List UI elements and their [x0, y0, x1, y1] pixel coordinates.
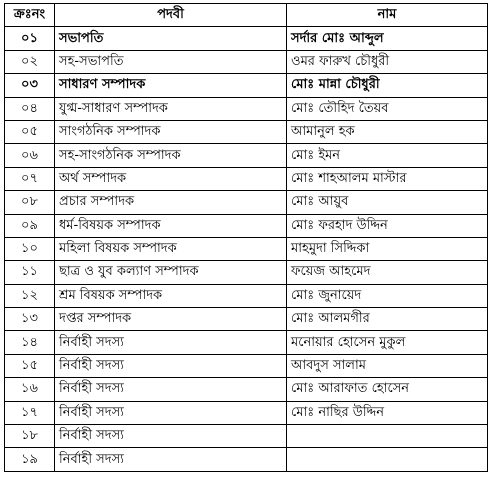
position-cell: নির্বাহী সদস্য: [55, 331, 287, 354]
table-body: [5, 27, 488, 471]
position-cell: অর্থ সম্পাদক: [55, 167, 287, 190]
position-cell: নির্বাহী সদস্য: [55, 425, 287, 448]
name-cell: ওমর ফারুখ চৌধুরী: [287, 50, 488, 73]
table-row: [5, 191, 488, 214]
name-cell: মোঃ জুনায়েদ: [287, 284, 488, 307]
position-cell: নির্বাহী সদস্য: [55, 401, 287, 424]
serial-cell: ১১: [5, 261, 55, 284]
position-cell: নির্বাহী সদস্য: [55, 378, 287, 401]
position-cell: ছাত্র ও যুব কল্যাণ সম্পাদক: [55, 261, 287, 284]
serial-cell: ১২: [5, 284, 55, 307]
position-cell: সহ-সভাপতি: [55, 50, 287, 73]
position-cell: নির্বাহী সদস্য: [55, 354, 287, 377]
name-cell: আবদুস সালাম: [287, 354, 488, 377]
committee-table-container: [4, 3, 488, 472]
serial-cell: ০১: [5, 27, 55, 50]
serial-cell: ০৫: [5, 120, 55, 143]
name-cell: [287, 425, 488, 448]
name-cell: সর্দার মোঃ আব্দুল: [287, 27, 488, 50]
table-row: [5, 237, 488, 260]
serial-cell: ১৯: [5, 448, 55, 471]
table-row: [5, 214, 488, 237]
serial-cell: ১৬: [5, 378, 55, 401]
header-serial: ক্রঃনং: [5, 4, 55, 27]
name-cell: মোঃ তৌহিদ তৈয়ব: [287, 97, 488, 120]
serial-cell: ০৯: [5, 214, 55, 237]
table-row: [5, 308, 488, 331]
name-cell: মোঃ আলমগীর: [287, 308, 488, 331]
table-row: [5, 448, 488, 471]
position-cell: ধর্ম-বিষয়ক সম্পাদক: [55, 214, 287, 237]
table-row: [5, 167, 488, 190]
position-cell: যুগ্ম-সাধারণ সম্পাদক: [55, 97, 287, 120]
name-cell: মোঃ ফরহাদ উদ্দিন: [287, 214, 488, 237]
position-cell: সহ-সাংগঠনিক সম্পাদক: [55, 144, 287, 167]
name-cell: মোঃ আরাফাত হোসেন: [287, 378, 488, 401]
name-cell: আমানুল হক: [287, 120, 488, 143]
serial-cell: ০৭: [5, 167, 55, 190]
table-row: [5, 261, 488, 284]
header-name: নাম: [287, 4, 488, 27]
table-row: [5, 144, 488, 167]
name-cell: মোঃ শাহআলম মাস্টার: [287, 167, 488, 190]
serial-cell: ১৫: [5, 354, 55, 377]
table-row: [5, 354, 488, 377]
table-row: [5, 378, 488, 401]
table-row: [5, 425, 488, 448]
serial-cell: ১৭: [5, 401, 55, 424]
position-cell: শ্রম বিষয়ক সম্পাদক: [55, 284, 287, 307]
serial-cell: ০৮: [5, 191, 55, 214]
name-cell: [287, 448, 488, 471]
position-cell: প্রচার সম্পাদক: [55, 191, 287, 214]
serial-cell: ০৩: [5, 74, 55, 97]
position-cell: মহিলা বিষয়ক সম্পাদক: [55, 237, 287, 260]
table-row: [5, 50, 488, 73]
position-cell: দপ্তর সম্পাদক: [55, 308, 287, 331]
name-cell: মোঃ ইমন: [287, 144, 488, 167]
header-position: পদবী: [55, 4, 287, 27]
serial-cell: ০২: [5, 50, 55, 73]
table-row: [5, 284, 488, 307]
table-row: [5, 97, 488, 120]
committee-table: [4, 3, 488, 472]
name-cell: মনোয়ার হোসেন মুকুল: [287, 331, 488, 354]
serial-cell: ১৮: [5, 425, 55, 448]
serial-cell: ১৩: [5, 308, 55, 331]
serial-cell: ০৪: [5, 97, 55, 120]
table-row: [5, 331, 488, 354]
serial-cell: ০৬: [5, 144, 55, 167]
table-row: [5, 74, 488, 97]
position-cell: নির্বাহী সদস্য: [55, 448, 287, 471]
serial-cell: ১০: [5, 237, 55, 260]
position-cell: সাধারণ সম্পাদক: [55, 74, 287, 97]
name-cell: মোঃ নাছির উদ্দিন: [287, 401, 488, 424]
name-cell: মাহমুদা সিদ্দিকা: [287, 237, 488, 260]
position-cell: সাংগঠনিক সম্পাদক: [55, 120, 287, 143]
name-cell: ফয়েজ আহমেদ: [287, 261, 488, 284]
name-cell: মোঃ মান্না চৌধুরী: [287, 74, 488, 97]
table-row: [5, 27, 488, 50]
name-cell: মোঃ আয়ুব: [287, 191, 488, 214]
serial-cell: ১৪: [5, 331, 55, 354]
table-header-row: [5, 4, 488, 27]
position-cell: সভাপতি: [55, 27, 287, 50]
table-row: [5, 120, 488, 143]
table-row: [5, 401, 488, 424]
